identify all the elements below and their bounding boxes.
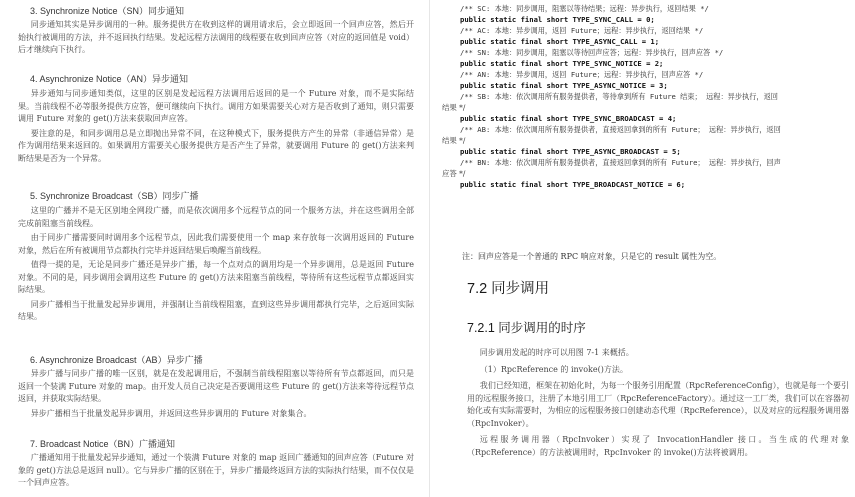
code-line: public static final short TYPE_ASYNC_NOTICE = 3; — [460, 81, 668, 90]
subsection-body — [467, 347, 849, 459]
code-block — [442, 3, 855, 190]
paragraph: 要注意的是，和同步调用总是立即抛出异常不同，在这种模式下，服务提供方产生的异常（非通信异常）是作为调用结果来返回的。如果调用方需要关心服务提供方是否产生了异常，就要调用 Future 的 get()方法来判断结果是否为一个异常。 — [18, 128, 414, 163]
section-an-body — [18, 88, 414, 165]
section-heading-sn: 3. Synchronize Notice（SN）同步通知 — [30, 6, 185, 16]
section-bn-body — [18, 452, 414, 490]
code-comment-line: /** SB: 本地：依次调用所有服务提供者，等待拿到所有 Future 结束； 远程：异步执行，返回 — [460, 92, 778, 101]
section-sn-body — [18, 19, 414, 57]
code-line: public static final short TYPE_ASYNC_CALL = 1; — [460, 37, 660, 46]
section-title: 7.2 同步调用 — [467, 281, 550, 297]
paragraph: 我们已经知道，框架在初始化时，为每一个服务引用配置（RpcReferenceConfig），也就是每一个要引用的远程服务接口，注册了本地引用工厂（RpcReferenceFactory）。通过这一工厂类，我们可以在容器初始化或有实际需要时，为相应的远程服务接口创建动态代理（RpcReference），以及对应的远程服务调用器（RpcInvoker）。 — [467, 381, 849, 428]
paragraph: 同步调用发起的时序可以用图 7-1 来概括。 — [479, 348, 634, 357]
paragraph: 由于同步广播需要同时调用多个远程节点，因此我们需要使用一个 map 来存放每一次调用返回的 Future 对象，然后在所有被调用节点都执行完毕并返回结果后唤醒当前线程。 — [18, 233, 414, 255]
code-comment-line: /** AB: 本地：依次调用所有服务提供者，直接返回拿到的所有 Future； 远程：异步执行，返回 — [460, 125, 781, 134]
code-line: public static final short TYPE_SYNC_BROADCAST = 4; — [460, 114, 677, 123]
paragraph: （1）RpcReference 的 invoke()方法。 — [479, 364, 628, 374]
section-heading-sb: 5. Synchronize Broadcast（SB）同步广播 — [30, 191, 199, 201]
code-line: public static final short TYPE_ASYNC_BROADCAST = 5; — [460, 147, 681, 156]
note-text: 注：回声应答是一个普通的 RPC 响应对象，只是它的 result 属性为空。 — [462, 252, 722, 261]
section-ab-body — [18, 368, 414, 420]
paragraph: 这里的广播并不是无区别地全网段广播，而是依次调用多个远程节点的同一个服务方法，并在这些调用全部完成前阻塞当前线程。 — [18, 206, 414, 228]
code-wrap-line: 结果 */ — [442, 103, 466, 112]
paragraph: 值得一提的是，无论是同步广播还是异步广播，每一个点对点的调用均是一个异步调用，总是返回 Future 对象。不同的是，同步调用会调用这些 Future 的 get()方法来阻塞当前线程，等待所有这些远程节点都返回实际结果。 — [18, 260, 414, 294]
code-comment-line: /** AN: 本地：异步调用，返回 Future；远程：异步执行，回声应答 */ — [460, 70, 704, 79]
section-heading-bn: 7. Broadcast Notice（BN）广播通知 — [30, 439, 176, 449]
paragraph: 异步广播相当于批量发起异步调用，并返回这些异步调用的 Future 对象集合。 — [30, 408, 312, 418]
code-line: public static final short TYPE_SYNC_CALL = 0; — [460, 15, 655, 24]
section-heading-ab: 6. Asynchronize Broadcast（AB）异步广播 — [30, 355, 203, 365]
section-sb-body — [18, 205, 414, 324]
paragraph: 广播通知用于批量发起异步通知，通过一个装满 Future 对象的 map 返回广播通知的回声应答（Future 对象的 get()方法总是返回 null）。它与异步广播的区别在于，异步广播最终返回方法的实际执行结果，而不仅仅是一个回声应答。 — [18, 453, 414, 487]
paragraph: 远程服务调用器（RpcInvoker）实现了 InvocationHandler 接口。当生成的代理对象（RpcReference）的方法被调用时，RpcInvoker 的 invoke()方法将被调用。 — [467, 435, 849, 457]
column-divider — [429, 0, 430, 497]
code-comment-line: /** SC: 本地：同步调用，阻塞以等待结果；远程：异步执行，返回结果 */ — [460, 4, 709, 13]
code-comment-line: /** AC: 本地：异步调用，返回 Future；远程：异步执行，返回结果 */ — [460, 26, 704, 35]
subsection-title: 7.2.1 同步调用的时序 — [467, 321, 586, 335]
paragraph: 异步广播与同步广播的唯一区别，就是在发起调用后，不强制当前线程阻塞以等待所有节点都返回，而只是返回一个装满 Future 对象的 map。由开发人员自己决定是否要调用这些 Future 的 get()方法来等待远程节点返回，并获取实际结果。 — [18, 369, 414, 403]
code-comment-line: /** SN: 本地：同步调用，阻塞以等待回声应答；远程：异步执行，回声应答 */ — [460, 48, 724, 57]
paragraph: 同步通知其实是异步调用的一种。服务提供方在收到这样的调用请求后，会立即返回一个回声应答，然后开始执行被调用的方法，并不返回执行结果。发起远程方法调用的线程要在收到回声应答（对应的返回值是 void）后才继续向下执行。 — [18, 20, 414, 54]
code-wrap-line: 结果 */ — [442, 136, 466, 145]
section-heading-an: 4. Asynchronize Notice（AN）异步通知 — [30, 74, 189, 84]
paragraph: 异步通知与同步通知类似，这里的区别是发起远程方法调用后返回的是一个 Future 对象，而不是实际结果。当前线程不必等服务提供方应答，便可继续向下执行。调用方如果需要关心对方是否收到了通知，则只需要调用 Future 对象的 get()方法来获取回声应答。 — [18, 89, 414, 123]
right-column — [432, 0, 855, 497]
code-line: public static final short TYPE_SYNC_NOTICE = 2; — [460, 59, 664, 68]
code-line: public static final short TYPE_BROADCAST_NOTICE = 6; — [460, 180, 686, 189]
code-comment-line: /** BN: 本地：依次调用所有服务提供者，直接返回拿到的所有 Future； 远程：异步执行，回声 — [460, 158, 781, 167]
paragraph: 同步广播相当于批量发起异步调用，并强制让当前线程阻塞，直到这些异步调用都执行完毕，之后返回实际结果。 — [18, 299, 414, 321]
code-wrap-line: 应答 */ — [442, 169, 466, 178]
